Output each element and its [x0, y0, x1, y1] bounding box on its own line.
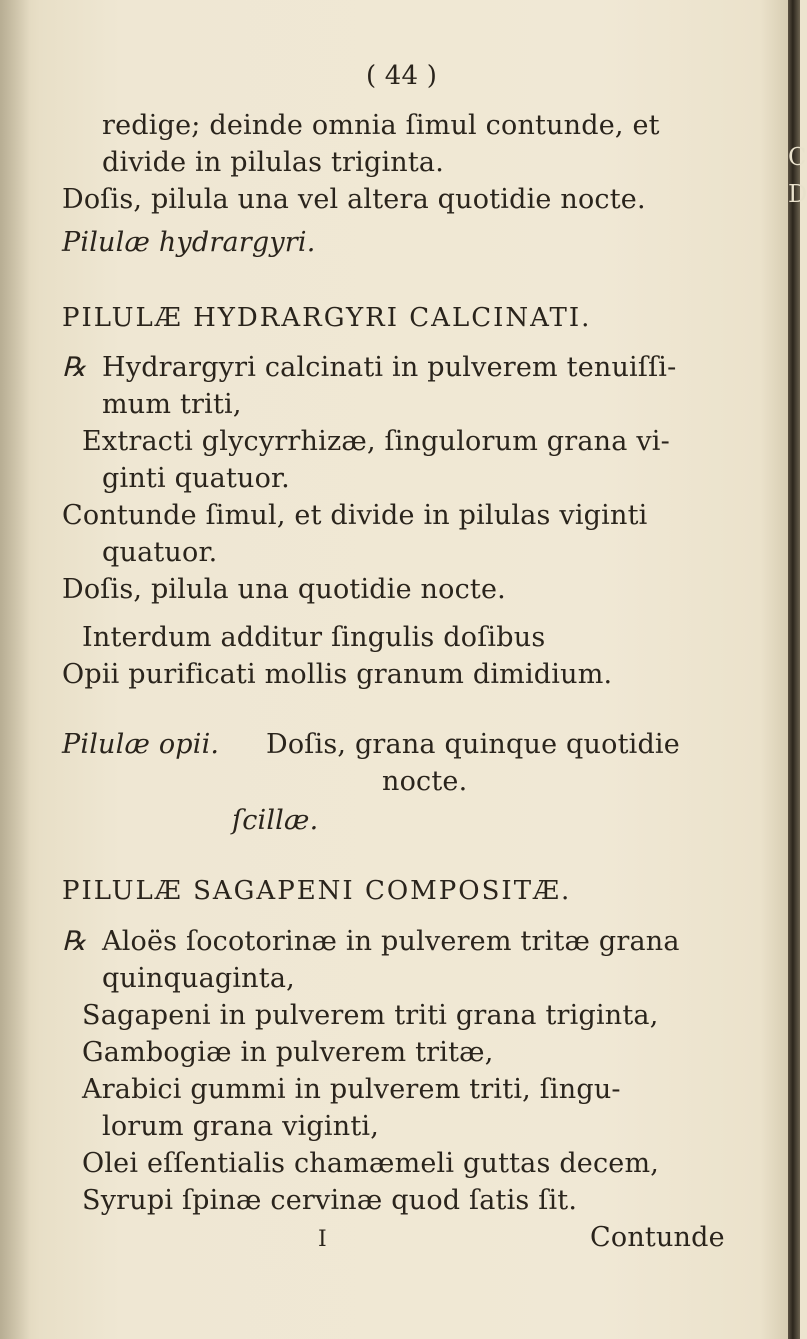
- section-heading-sagapeni: PILULÆ SAGAPENI COMPOSITÆ.: [62, 876, 572, 906]
- signature-mark: I: [318, 1227, 327, 1252]
- text-line-24: lorum grana viginti,: [102, 1111, 379, 1142]
- binding-letter-d: D: [788, 180, 807, 208]
- text-line-12: Doſis, pilula una quotidie nocte.: [62, 574, 506, 605]
- text-line-19: Aloës ſocotorinæ in pulverem tritæ grana: [102, 926, 680, 957]
- section-reference-opii: Pilulæ opii.: [62, 729, 220, 760]
- text-line-2: divide in pilulas triginta.: [102, 147, 445, 178]
- recipe-symbol-2: ℞: [62, 926, 87, 957]
- text-line-11: quatuor.: [102, 537, 218, 568]
- text-line-10: Contunde ſimul, et divide in pilulas viginti: [62, 500, 648, 531]
- text-line-9: ginti quatuor.: [102, 463, 290, 494]
- text-line-22: Gambogiæ in pulverem tritæ,: [82, 1037, 494, 1068]
- binding-letter-c: C: [788, 143, 807, 171]
- recipe-symbol: ℞: [62, 352, 87, 383]
- text-line-14: Opii purificati mollis granum dimidium.: [62, 659, 613, 690]
- text-line-16: nocte.: [382, 766, 468, 797]
- text-line-13: Interdum additur ſingulis doſibus: [82, 622, 546, 653]
- text-line-1: redige; deinde omnia ſimul contunde, et: [102, 110, 660, 141]
- text-line-3: Doſis, pilula una vel altera quotidie nocte.: [62, 184, 646, 215]
- text-line-8: Extracti glycyrrhizæ, ſingulorum grana vi-: [82, 426, 670, 457]
- page-gutter-shadow: [0, 0, 30, 1339]
- text-line-25: Olei eſſentialis chamæmeli guttas decem,: [82, 1148, 660, 1179]
- section-heading-hydrargyri: PILULÆ HYDRARGYRI CALCINATI.: [62, 303, 592, 333]
- text-line-21: Sagapeni in pulverem triti grana triginta,: [82, 1000, 659, 1031]
- section-reference-scillae: ſcillæ.: [232, 805, 319, 836]
- text-line-6: Hydrargyri calcinati in pulverem tenuiſſi-: [102, 352, 677, 383]
- section-reference: Pilulæ hydrargyri.: [62, 227, 316, 258]
- text-line-15: Doſis, grana quinque quotidie: [266, 729, 680, 760]
- page-number: ( 44 ): [366, 61, 438, 91]
- text-line-20: quinquaginta,: [102, 963, 295, 994]
- catchword: Contunde: [590, 1222, 725, 1253]
- text-line-7: mum triti,: [102, 389, 242, 420]
- text-line-23: Arabici gummi in pulverem triti, ſingu-: [82, 1074, 621, 1105]
- text-line-26: Syrupi ſpinæ cervinæ quod ſatis ſit.: [82, 1185, 578, 1216]
